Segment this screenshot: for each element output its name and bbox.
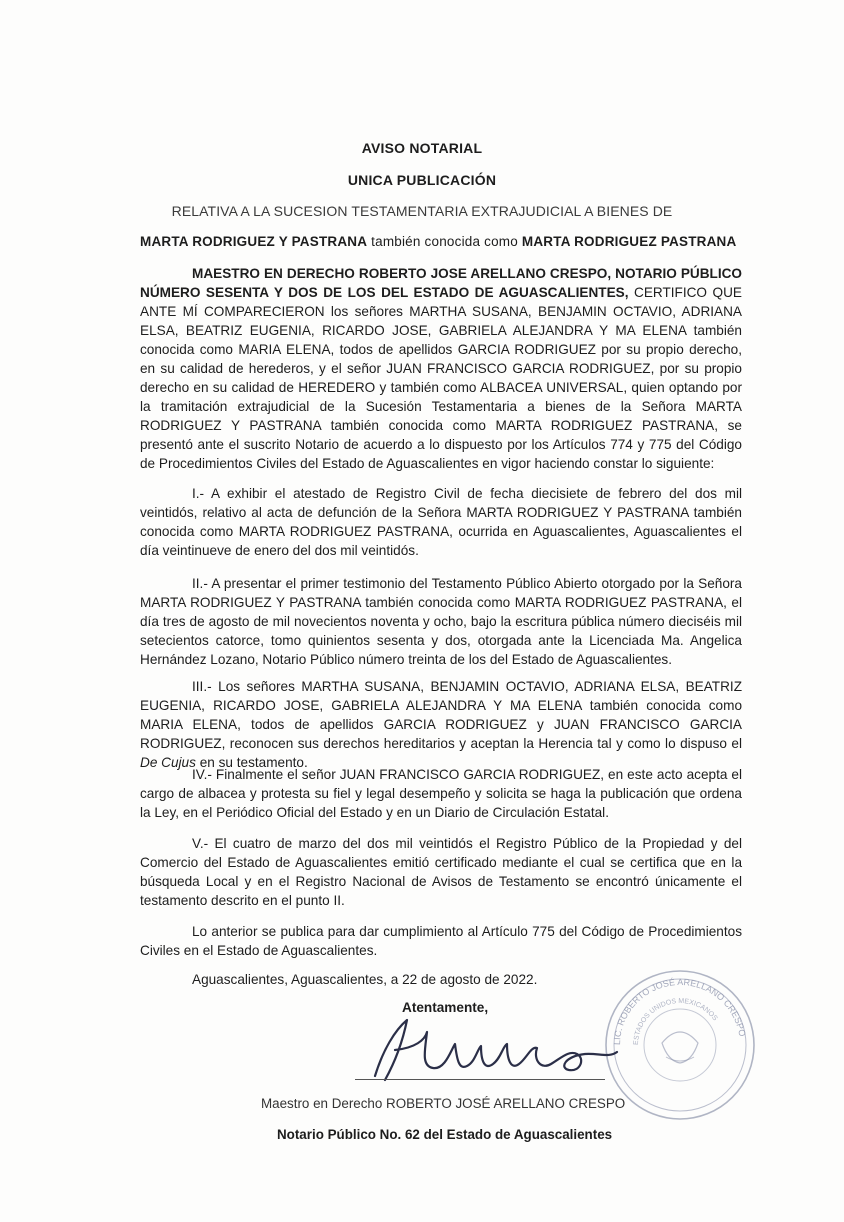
deceased-alias: MARTA RODRIGUEZ PASTRANA — [521, 234, 737, 249]
paragraph-iii — [140, 677, 742, 772]
seal-inner-text: ESTADOS UNIDOS MEXICANOS — [632, 997, 719, 1046]
de-cujus: De Cujus — [140, 755, 196, 770]
paragraph-iv: IV.- Finalmente el señor JUAN FRANCISCO GARCIA RODRIGUEZ, en este acto acepta el cargo de albacea y protesta su fiel y legal desempeño y solicita se haga la publicación que ordena la Ley, en el Periódico Oficial del Estado y en un Diario de Circulación Estatal. — [140, 767, 742, 820]
intro-paragraph — [140, 264, 742, 473]
place-date: Aguascalientes, Aguascalientes, a 22 de agosto de 2022. — [192, 972, 538, 987]
paragraph-i: I.- A exhibir el atestado de Registro Civil de fecha diecisiete de febrero del dos mil veintidós, relativo al acta de defunción de la Señora MARTA RODRIGUEZ Y PASTRANA también conocida como MARTA RODRIGUEZ PASTRANA, ocurrida en Aguascalientes, Aguascalientes el día veintinueve de enero del dos mil veintidós. — [140, 486, 742, 558]
paragraph-iii-text: III.- Los señores MARTHA SUSANA, BENJAMIN OCTAVIO, ADRIANA ELSA, BEATRIZ EUGENIA, RICARDO JOSE, GABRIELA ALEJANDRA Y MA ELENA también conocida como MARIA ELENA, todos de apellidos GARCIA RODRIGUEZ y JUAN FRANCISCO GARCIA RODRIGUEZ, reconocen sus derechos hereditarios y aceptan la Herencia tal y como lo dispuso el — [140, 679, 742, 751]
signer-name: Maestro en Derecho ROBERTO JOSÉ ARELLANO CRESPO — [261, 1096, 626, 1111]
deceased-line — [140, 234, 740, 249]
signer-title: Notario Público No. 62 del Estado de Aguascalientes — [277, 1127, 613, 1142]
svg-text:ESTADOS UNIDOS MEXICANOS — [633, 998, 719, 1045]
notary-heading: MAESTRO EN DERECHO ROBERTO JOSE ARELLANO CRESPO, NOTARIO PÚBLICO NÚMERO SESENTA Y DOS DE LOS DEL ESTADO DE AGUASCALIENTES, — [140, 266, 742, 300]
notice-title: AVISO NOTARIAL — [361, 140, 483, 156]
also-known-text: también conocida como — [367, 234, 522, 249]
publication-type: UNICA PUBLICACIÓN — [347, 172, 497, 188]
deceased-name: MARTA RODRIGUEZ Y PASTRANA — [140, 234, 368, 249]
intro-text: CERTIFICO QUE ANTE MÍ COMPARECIERON los señores MARTHA SUSANA, BENJAMIN OCTAVIO, ADRIANA ELSA, BEATRIZ EUGENIA, RICARDO JOSE, GABRIELA ALEJANDRA Y MA ELENA también conocida como MARIA ELENA, todos de apellidos GARCIA RODRIGUEZ por su propio derecho, en su calidad de herederos, y el señor JUAN FRANCISCO GARCIA RODRIGUEZ, por su propio derecho en su calidad de HEREDERO y también como ALBACEA UNIVERSAL, quien optando por la tramitación extrajudicial de la Sucesión Testamentaria a bienes de la Señora MARTA RODRIGUEZ Y PASTRANA también conocida como MARTA RODRIGUEZ PASTRANA, se presentó ante el suscrito Notario de acuerdo a lo dispuesto por los Artículos 774 y 775 del Código de Procedimientos Civiles del Estado de Aguascalientes en vigor haciendo constar lo siguiente: — [140, 285, 742, 471]
attentively: Atentamente, — [402, 1000, 489, 1015]
seal-ring-text: LIC. ROBERTO JOSÉ ARELLANO CRESPO — [611, 976, 748, 1046]
paragraph-iii-end: en su testamento. — [195, 755, 308, 770]
signature-icon — [355, 1010, 635, 1090]
relative-line: RELATIVA A LA SUCESION TESTAMENTARIA EXTRAJUDICIAL A BIENES DE — [171, 203, 673, 219]
paragraph-ii: II.- A presentar el primer testimonio del Testamento Público Abierto otorgado por la Señora MARTA RODRIGUEZ Y PASTRANA también conocida como MARTA RODRIGUEZ PASTRANA, el día tres de agosto de mil novecientos noventa y ocho, bajo la escritura pública número dieciséis mil setecientos catorce, tomo quinientos sesenta y dos, otorgada ante la Licenciada Ma. Angelica Hernández Lozano, Notario Público número treinta de los del Estado de Aguascalientes. — [140, 576, 742, 667]
closing-paragraph: Lo anterior se publica para dar cumplimiento al Artículo 775 del Código de Procedimientos Civiles en el Estado de Aguascalientes. — [140, 924, 742, 958]
signature-line — [355, 1079, 605, 1080]
paragraph-v: V.- El cuatro de marzo del dos mil veintidós el Registro Público de la Propiedad y del Comercio del Estado de Aguascalientes emitió certificado mediante el cual se certifica que en la búsqueda Local y en el Registro Nacional de Avisos de Testamento se encontró únicamente el testamento descrito en el punto II. — [140, 836, 742, 908]
